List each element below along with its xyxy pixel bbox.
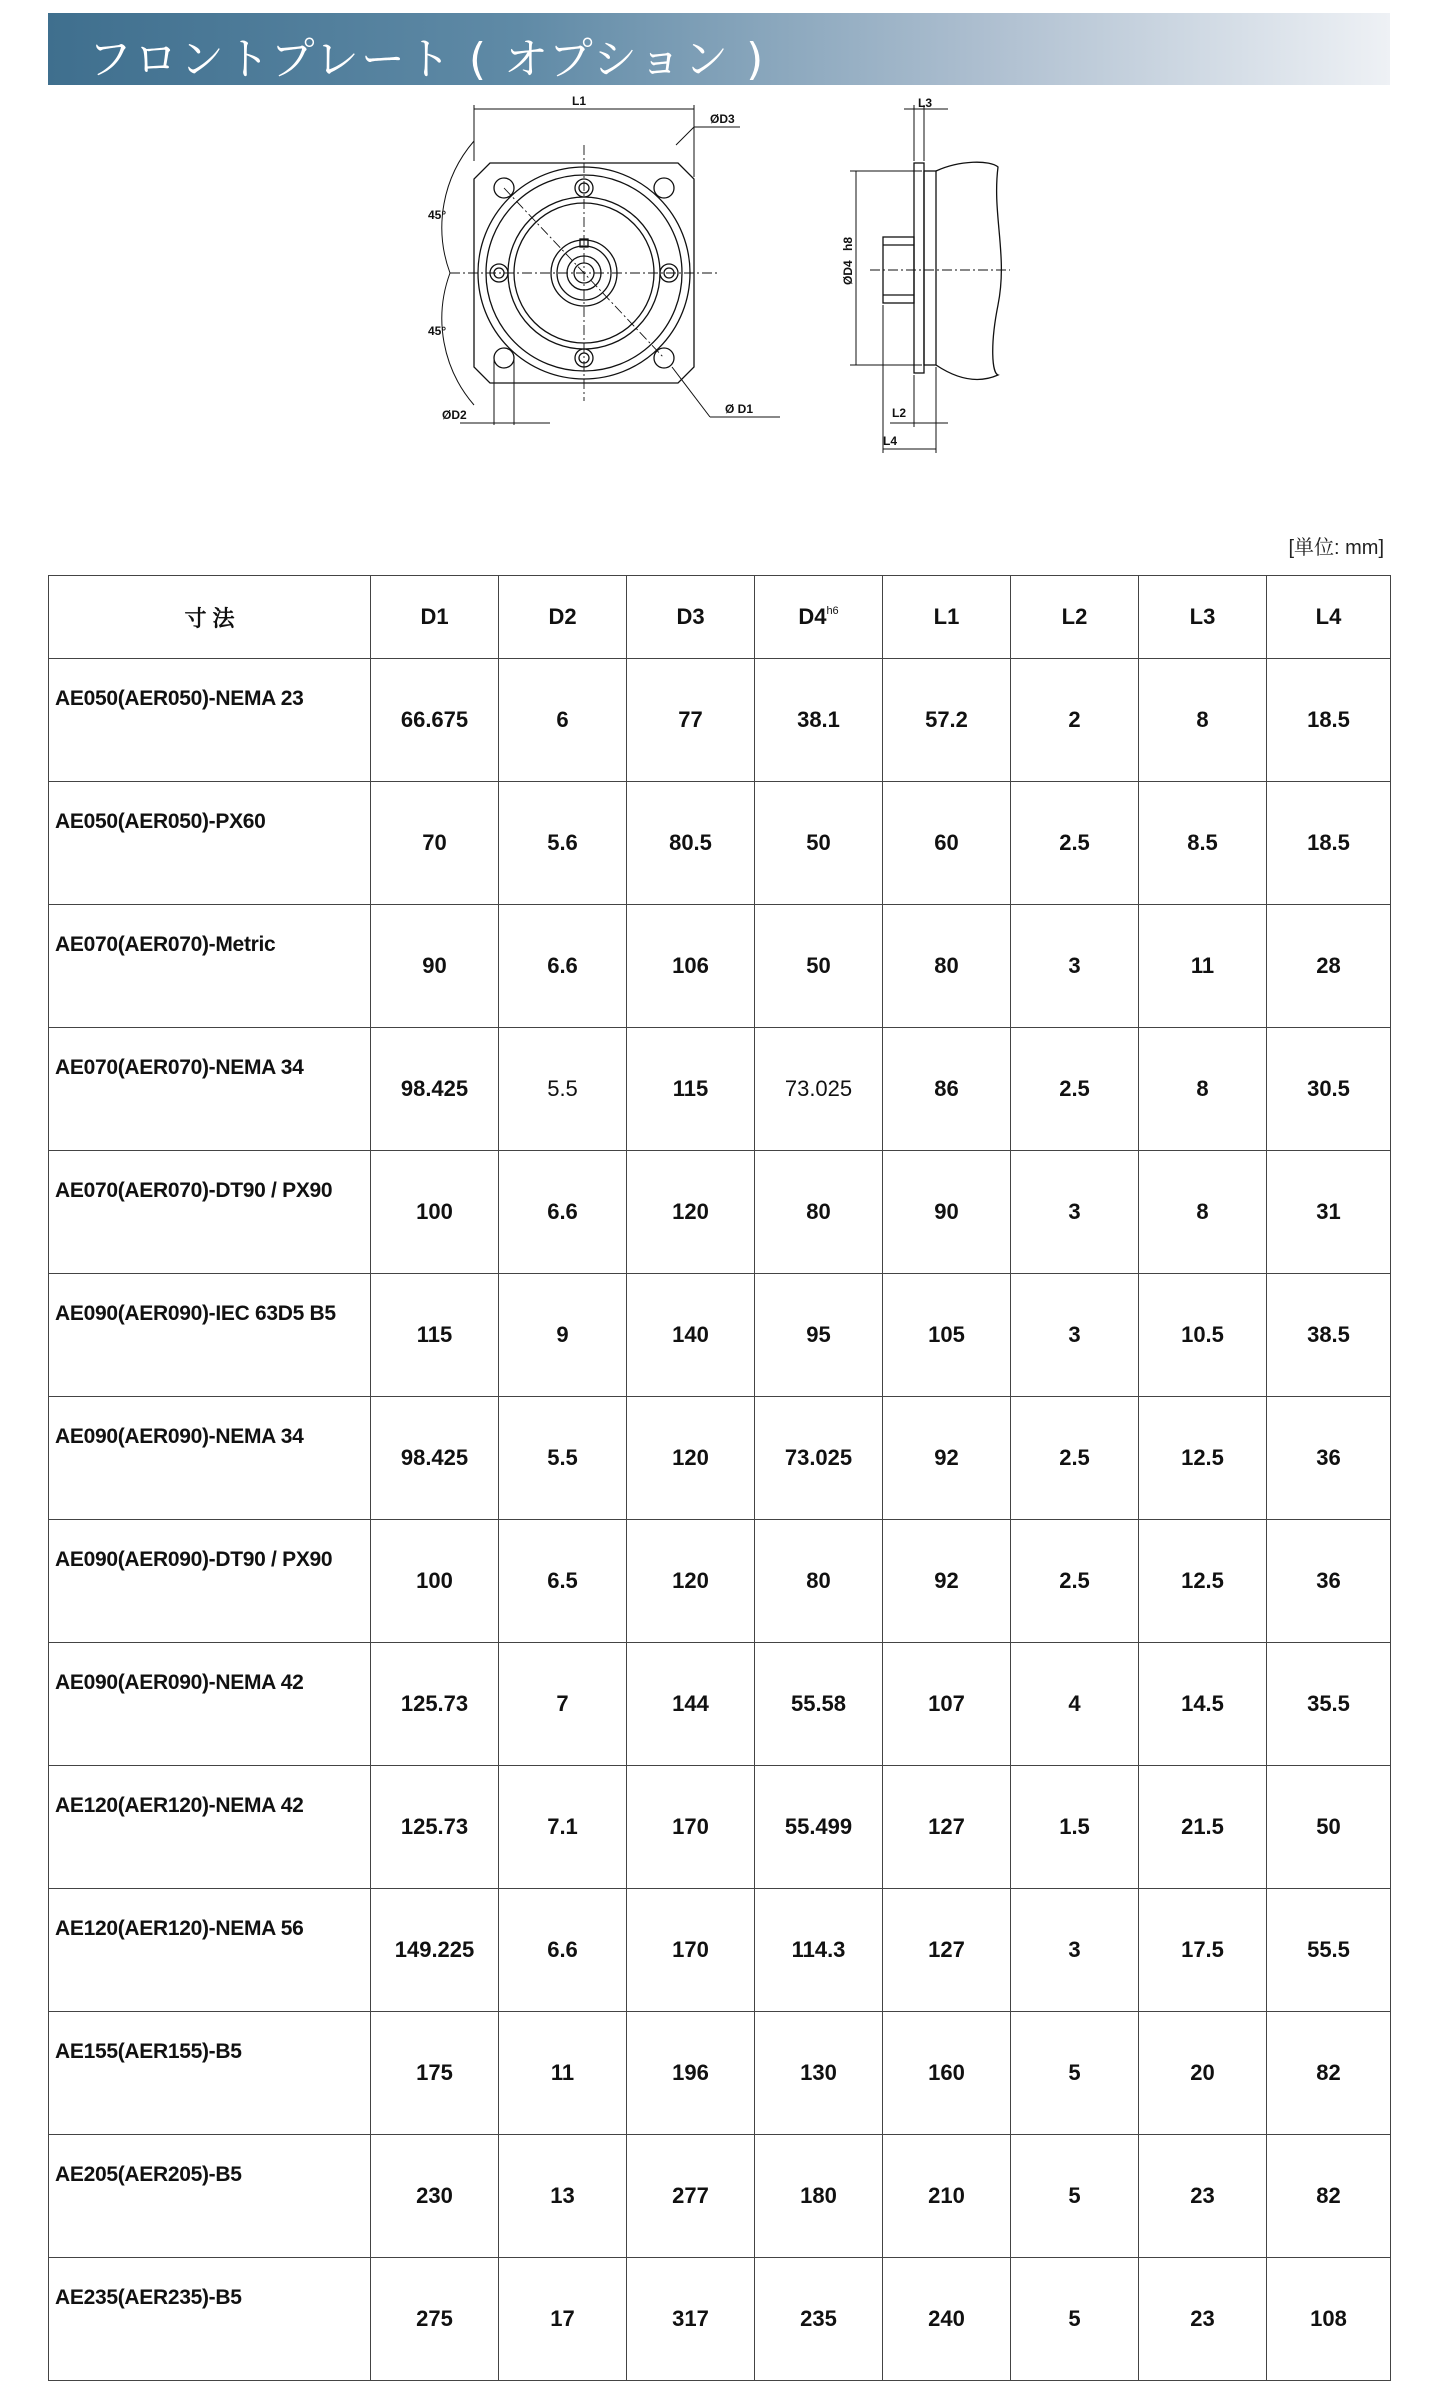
cell-d3: 196 [627, 2012, 755, 2135]
cell-d4: 73.025 [755, 1397, 883, 1520]
cell-d4: 73.025 [755, 1028, 883, 1151]
cell-d3: 80.5 [627, 782, 755, 905]
cell-l3: 14.5 [1139, 1643, 1267, 1766]
table-row [49, 1274, 1391, 1397]
table-row [49, 2135, 1391, 2258]
table-row [49, 2012, 1391, 2135]
cell-d1: 115 [371, 1274, 499, 1397]
page-title: フロントプレート ( オプション ) [88, 34, 766, 85]
cell-l3: 20 [1139, 2012, 1267, 2135]
cell-d3: 140 [627, 1274, 755, 1397]
cell-d4: 235 [755, 2258, 883, 2381]
cell-d3: 144 [627, 1643, 755, 1766]
cell-l4: 108 [1267, 2258, 1391, 2381]
cell-d1: 125.73 [371, 1643, 499, 1766]
cell-d1: 66.675 [371, 659, 499, 782]
cell-l1: 57.2 [883, 659, 1011, 782]
cell-d2: 13 [499, 2135, 627, 2258]
cell-d1: 70 [371, 782, 499, 905]
row-model-name: AE050(AER050)-NEMA 23 [49, 659, 371, 782]
table-row [49, 1889, 1391, 2012]
cell-d3: 106 [627, 905, 755, 1028]
cell-l1: 240 [883, 2258, 1011, 2381]
cell-d1: 90 [371, 905, 499, 1028]
cell-d3: 77 [627, 659, 755, 782]
header-d2: D2 [499, 576, 627, 659]
cell-d2: 6.6 [499, 905, 627, 1028]
dim-label-d4-tolerance: h8 [841, 236, 855, 251]
row-model-name: AE070(AER070)-NEMA 34 [49, 1028, 371, 1151]
cell-l2: 5 [1011, 2012, 1139, 2135]
title-banner [48, 13, 1390, 85]
cell-d2: 6.6 [499, 1889, 627, 2012]
table-row [49, 1643, 1391, 1766]
cell-d2: 5.6 [499, 782, 627, 905]
cell-l3: 10.5 [1139, 1274, 1267, 1397]
cell-l4: 55.5 [1267, 1889, 1391, 2012]
cell-d2: 5.5 [499, 1397, 627, 1520]
cell-d1: 100 [371, 1151, 499, 1274]
dim-label-l3: L3 [918, 96, 933, 110]
side-view [883, 162, 1001, 379]
table-row [49, 659, 1391, 782]
dim-label-d3: ØD3 [710, 112, 735, 126]
row-model-name: AE120(AER120)-NEMA 42 [49, 1766, 371, 1889]
cell-d3: 170 [627, 1766, 755, 1889]
header-l2: L2 [1011, 576, 1139, 659]
row-model-name: AE090(AER090)-NEMA 42 [49, 1643, 371, 1766]
cell-l2: 5 [1011, 2258, 1139, 2381]
header-l3: L3 [1139, 576, 1267, 659]
row-model-name: AE090(AER090)-NEMA 34 [49, 1397, 371, 1520]
header-dimension: 寸 法 [49, 576, 371, 659]
cell-d1: 230 [371, 2135, 499, 2258]
header-d1: D1 [371, 576, 499, 659]
header-d3: D3 [627, 576, 755, 659]
cell-l1: 160 [883, 2012, 1011, 2135]
row-model-name: AE070(AER070)-Metric [49, 905, 371, 1028]
cell-l1: 127 [883, 1766, 1011, 1889]
cell-l2: 2.5 [1011, 782, 1139, 905]
cell-l2: 2 [1011, 659, 1139, 782]
cell-l1: 92 [883, 1520, 1011, 1643]
side-dimension-lines [850, 105, 948, 453]
header-l4: L4 [1267, 576, 1391, 659]
dim-label-d1: Ø D1 [725, 402, 754, 416]
cell-l1: 60 [883, 782, 1011, 905]
header-d4 [755, 576, 883, 659]
cell-d1: 149.225 [371, 1889, 499, 2012]
header-l1: L1 [883, 576, 1011, 659]
cell-l4: 28 [1267, 905, 1391, 1028]
cell-l1: 210 [883, 2135, 1011, 2258]
cell-l3: 8.5 [1139, 782, 1267, 905]
table-row [49, 905, 1391, 1028]
header-d4-label: D4 [798, 604, 827, 629]
cell-l4: 36 [1267, 1397, 1391, 1520]
cell-l3: 8 [1139, 659, 1267, 782]
dim-label-angle-top: 45° [428, 208, 447, 222]
table-row [49, 1520, 1391, 1643]
cell-d2: 9 [499, 1274, 627, 1397]
cell-l2: 2.5 [1011, 1397, 1139, 1520]
cell-d4: 50 [755, 782, 883, 905]
cell-l1: 92 [883, 1397, 1011, 1520]
cell-l2: 3 [1011, 905, 1139, 1028]
cell-l1: 105 [883, 1274, 1011, 1397]
cell-d3: 120 [627, 1151, 755, 1274]
cell-d1: 100 [371, 1520, 499, 1643]
cell-l1: 107 [883, 1643, 1011, 1766]
cell-l1: 86 [883, 1028, 1011, 1151]
row-model-name: AE235(AER235)-B5 [49, 2258, 371, 2381]
dimension-table [48, 575, 1391, 2381]
cell-d2: 5.5 [499, 1028, 627, 1151]
cell-l3: 11 [1139, 905, 1267, 1028]
cell-d2: 11 [499, 2012, 627, 2135]
table-row [49, 1151, 1391, 1274]
cell-d2: 17 [499, 2258, 627, 2381]
dim-label-angle-bottom: 45° [428, 324, 447, 338]
cell-l3: 8 [1139, 1028, 1267, 1151]
cell-d1: 125.73 [371, 1766, 499, 1889]
cell-l4: 36 [1267, 1520, 1391, 1643]
table-row [49, 1028, 1391, 1151]
cell-l2: 5 [1011, 2135, 1139, 2258]
cell-d1: 98.425 [371, 1028, 499, 1151]
table-row [49, 782, 1391, 905]
cell-l3: 23 [1139, 2258, 1267, 2381]
cell-l4: 82 [1267, 2012, 1391, 2135]
cell-l2: 3 [1011, 1274, 1139, 1397]
cell-d4: 38.1 [755, 659, 883, 782]
table-row [49, 2258, 1391, 2381]
cell-l3: 12.5 [1139, 1520, 1267, 1643]
cell-d4: 55.58 [755, 1643, 883, 1766]
dim-label-l2: L2 [892, 406, 907, 420]
cell-l3: 21.5 [1139, 1766, 1267, 1889]
table-body [49, 659, 1391, 2381]
cell-l4: 31 [1267, 1151, 1391, 1274]
cell-d4: 80 [755, 1520, 883, 1643]
cell-d3: 120 [627, 1397, 755, 1520]
cell-l2: 4 [1011, 1643, 1139, 1766]
cell-l3: 17.5 [1139, 1889, 1267, 2012]
row-model-name: AE120(AER120)-NEMA 56 [49, 1889, 371, 2012]
cell-l4: 82 [1267, 2135, 1391, 2258]
cell-d3: 170 [627, 1889, 755, 2012]
cell-d3: 120 [627, 1520, 755, 1643]
cell-d3: 115 [627, 1028, 755, 1151]
cell-l2: 1.5 [1011, 1766, 1139, 1889]
cell-l4: 30.5 [1267, 1028, 1391, 1151]
cell-d3: 317 [627, 2258, 755, 2381]
cell-d4: 55.499 [755, 1766, 883, 1889]
row-model-name: AE050(AER050)-PX60 [49, 782, 371, 905]
table-row [49, 1766, 1391, 1889]
cell-d2: 6.5 [499, 1520, 627, 1643]
cell-d2: 6 [499, 659, 627, 782]
cell-d4: 50 [755, 905, 883, 1028]
cell-l3: 23 [1139, 2135, 1267, 2258]
cell-d4: 80 [755, 1151, 883, 1274]
technical-drawing [420, 94, 1060, 455]
cell-l4: 38.5 [1267, 1274, 1391, 1397]
cell-d1: 275 [371, 2258, 499, 2381]
header-d4-tolerance: h6 [826, 605, 839, 617]
cell-l3: 12.5 [1139, 1397, 1267, 1520]
cell-d3: 277 [627, 2135, 755, 2258]
cell-l2: 2.5 [1011, 1520, 1139, 1643]
cell-l2: 3 [1011, 1889, 1139, 2012]
dim-label-l1: L1 [572, 94, 587, 108]
dim-label-d4: ØD4 [841, 260, 855, 285]
cell-d4: 95 [755, 1274, 883, 1397]
cell-l4: 50 [1267, 1766, 1391, 1889]
cell-l1: 90 [883, 1151, 1011, 1274]
row-model-name: AE090(AER090)-DT90 / PX90 [49, 1520, 371, 1643]
row-model-name: AE155(AER155)-B5 [49, 2012, 371, 2135]
table-row [49, 1397, 1391, 1520]
unit-note: [単位: mm] [1288, 537, 1384, 559]
cell-d1: 175 [371, 2012, 499, 2135]
cell-d4: 114.3 [755, 1889, 883, 2012]
dimension-lines [442, 105, 780, 425]
cell-d2: 7 [499, 1643, 627, 1766]
cell-d4: 130 [755, 2012, 883, 2135]
dim-label-d2: ØD2 [442, 408, 467, 422]
cell-d4: 180 [755, 2135, 883, 2258]
cell-l4: 35.5 [1267, 1643, 1391, 1766]
table-header-row [49, 576, 1391, 659]
cell-l2: 2.5 [1011, 1028, 1139, 1151]
row-model-name: AE090(AER090)-IEC 63D5 B5 [49, 1274, 371, 1397]
cell-d1: 98.425 [371, 1397, 499, 1520]
cell-l3: 8 [1139, 1151, 1267, 1274]
dim-label-l4: L4 [883, 434, 898, 448]
row-model-name: AE205(AER205)-B5 [49, 2135, 371, 2258]
cell-l4: 18.5 [1267, 659, 1391, 782]
cell-d2: 6.6 [499, 1151, 627, 1274]
row-model-name: AE070(AER070)-DT90 / PX90 [49, 1151, 371, 1274]
cell-d2: 7.1 [499, 1766, 627, 1889]
cell-l4: 18.5 [1267, 782, 1391, 905]
cell-l1: 80 [883, 905, 1011, 1028]
cell-l1: 127 [883, 1889, 1011, 2012]
cell-l2: 3 [1011, 1151, 1139, 1274]
